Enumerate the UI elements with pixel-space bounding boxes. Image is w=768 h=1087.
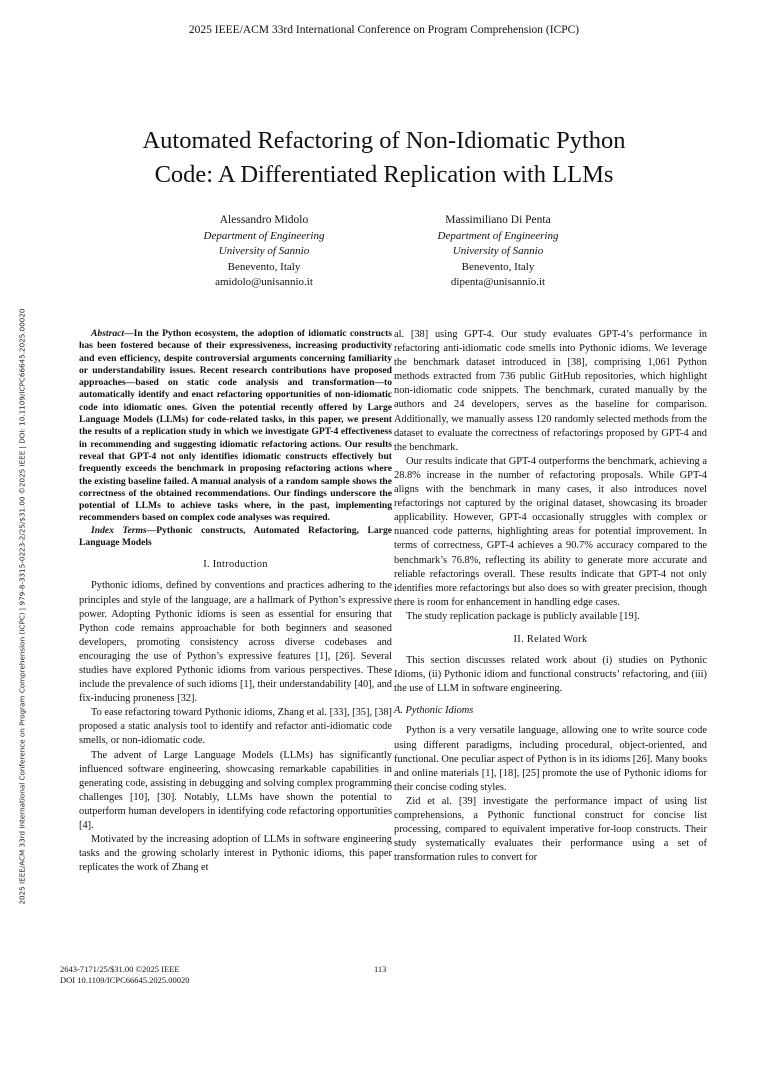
paragraph: To ease refactoring toward Pythonic idioms, Zhang et al. [33], [35], [38] proposed a static analysis tool to identify and refactor anti-idiomatic code smells, or non-idiomatic code. [79,707,392,747]
author-department: Department of Engineering [437,229,559,242]
right-column [394,328,707,865]
paragraph: The study replication package is publicly available [19]. [406,610,640,622]
author-university: University of Sannio [452,245,544,257]
index-terms [79,525,392,550]
footer-line-2: DOI 10.1109/ICPC66645.2025.00020 [60,975,190,985]
author-block-1 [144,213,384,291]
author-city: Benevento, Italy [227,260,301,273]
side-doi-strip: 2025 IEEE/ACM 33rd International Conference on Program Comprehension (ICPC) | 979-8-3315-0223-2/25/$31.00 ©2025 IEEE | DOI: 10.1109/ICPC66645.2025.00020 [17,308,27,905]
section-heading-introduction: I. Introduction [203,559,268,571]
page-number: 113 [374,964,387,974]
paper-title [60,124,708,192]
author-email: amidolo@unisannio.it [215,276,313,288]
author-university: University of Sannio [218,245,310,257]
author-name: Alessandro Midolo [219,214,309,226]
index-terms-text: —Pythonic constructs, Automated Refactoring, Large Language Models [79,524,392,549]
abstract-lead: Abstract [91,328,125,339]
footer-line-1: 2643-7171/25/$31.00 ©2025 IEEE [60,964,180,974]
index-terms-lead: Index Terms [91,524,147,536]
paragraph: Zid et al. [39] investigate the performance impact of using list comprehensions, a Pythonic functional construct for concise list processing, compared to equivalent imperative for-loop constructs. Their study systematically evaluates their performance using a set of transformation rules to convert for [394,795,707,864]
paragraph: Python is a very versatile language, allowing one to write source code using different paradigms, including procedural, object-oriented, and functional. One peculiar aspect of Python is in its idioms [26]. Many books and online materials [1], [18], [25] promote the use of Pythonic idioms for their concise coding styles. [394,725,707,793]
paragraph: Pythonic idioms, defined by conventions and practices adhering to the principles and style of the language, are a hallmark of Python’s expressive power. Adopting Pythonic idioms is seen as essential for ensuring that Python code remains approachable for both beginners and seasoned developers, promoting consistency across diverse codebases and encouraging the use of Python’s expressive features [1], [26]. Several studies have explored Pythonic idioms from various perspectives. These include the prevalence of such idioms [1], their understandability [40], and fix-inducing proneness [32]. [79,580,392,705]
paragraph: This section discusses related work about (i) studies on Pythonic Idioms, (ii) Pythonic idiom and functional constructs’ refactoring, and (iii) the use of LLM in software engineering. [394,655,707,695]
abstract-text: —In the Python ecosystem, the adoption of idiomatic constructs has been fostered because of their expressiveness, increasing productivity and even efficiency, despite controversial arguments concerning familiarity or understandability issues. Recent research contributions have proposed approaches—based on static code analysis and transformation—to automatically identify and enact refactoring opportunities of non-idiomatic code into idiomatic ones. Given the potential recently offered by Large Language Models (LLMs) for code-related tasks, in this paper, we present the results of a replication study in which we investigate GPT-4 effectiveness in recommending and suggesting idiomatic refactoring actions. Our results reveal that GPT-4 not only identifies idiomatic constructs effectively but frequently exceeds the benchmark in proposing refactoring actions where the existing baseline failed. A manual analysis of a random sample shows the correctness of the obtained recommendations. Our findings underscore the potential of LLMs to achieve tasks where, in the past, implementing recommenders based on complex code analyses was required. [79,328,392,524]
left-column [79,328,392,875]
author-department: Department of Engineering [203,229,325,242]
paragraph: Motivated by the increasing adoption of LLMs in software engineering tasks and the growing scholarly interest in Pythonic idioms, this paper replicates the work of Zhang et [79,834,392,874]
conference-header: 2025 IEEE/ACM 33rd International Conference on Program Comprehension (ICPC) [188,24,580,36]
footer-copyright [60,964,190,986]
subsection-heading: A. Pythonic Idioms [394,705,474,717]
author-block-2 [378,213,618,291]
title-line-2: Code: A Differentiated Replication with LLMs [154,161,614,188]
section-heading-related-work: II. Related Work [513,633,588,645]
author-name: Massimiliano Di Penta [445,214,551,226]
abstract [79,328,392,525]
paragraph: Our results indicate that GPT-4 outperforms the benchmark, achieving a 28.8% increase in the number of refactoring proposals. While GPT-4 aligns with the benchmark in many cases, it also introduces novel refactorings not captured by the original dataset, showcasing its broader applicability. However, GPT-4 occasionally struggles with complex or nuanced code patterns, highlighting areas for potential improvement. In terms of correctness, GPT-4 achieves a 90.7% accuracy compared to the benchmark’s 76.8%, reflecting its ability to generate more accurate and reliable refactorings overall. These results indicate that GPT-4 not only identifies more refactorings but also does so with greater precision, though there is room for enhancement in handling edge cases. [394,455,707,608]
author-city: Benevento, Italy [461,260,535,273]
title-line-1: Automated Refactoring of Non-Idiomatic Python [142,127,626,154]
paragraph: The advent of Large Language Models (LLMs) has significantly influenced software engineering, showcasing remarkable capabilities in generating code, assisting in debugging and solving complex programming challenges [10], [30]. Notably, LLMs have shown the potential to outperform human developers in identifying code refactoring opportunities [4]. [79,749,392,832]
paragraph: al. [38] using GPT-4. Our study evaluates GPT-4’s performance in refactoring anti-idiomatic code smells into Pythonic idioms. We leverage the benchmark dataset introduced in [38], comprising 1,061 Python methods extracted from 736 public GitHub repositories, which highlight non-idiomatic code snippets. The benchmark, curated manually by the authors and 24 developers, serves as the baseline for comparison. Additionally, we manually assess 120 randomly selected methods from the dataset to evaluate the correctness of refactorings proposed by GPT-4 and the benchmark. [394,329,707,453]
author-email: dipenta@unisannio.it [450,276,546,288]
